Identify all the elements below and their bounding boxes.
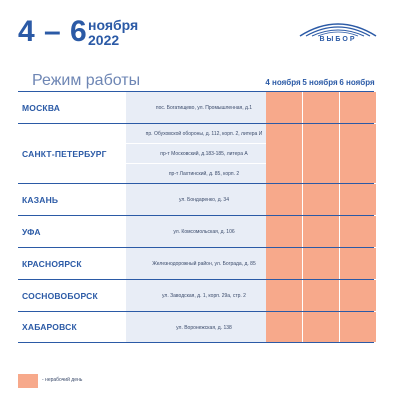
closed-day-cell — [303, 216, 339, 247]
column-header: 6 ноября — [339, 78, 375, 87]
closed-day-cell — [340, 124, 376, 183]
table-row — [18, 91, 374, 123]
month-year — [88, 18, 138, 48]
table-row — [18, 123, 374, 183]
closed-day-cell — [303, 280, 339, 311]
address-column — [126, 124, 282, 183]
address-column — [126, 280, 282, 311]
year-label: 2022 — [88, 32, 120, 48]
column-header: 4 ноября — [265, 78, 301, 87]
closed-day-cell — [303, 184, 339, 215]
city-name: УФА — [22, 226, 41, 237]
table-row — [18, 279, 374, 311]
month-label: ноября — [88, 17, 139, 33]
address-column — [126, 312, 282, 342]
closed-day-cell — [266, 280, 302, 311]
closed-day-cell — [303, 312, 339, 342]
legend-swatch — [18, 374, 38, 388]
address: пр-т Московский, д.183-185, литера А — [126, 144, 282, 164]
address: пр. Обуховской обороны, д. 112, корп. 2, литера И — [126, 124, 282, 144]
address-column — [126, 248, 282, 279]
table-row — [18, 311, 374, 343]
closed-day-cell — [340, 92, 376, 123]
address: ул. Заводская, д. 1, корп. 29а, стр. 2 — [162, 293, 246, 299]
address: пр-т Лахтинский, д. 85, корп. 2 — [168, 171, 240, 177]
brand-logo — [296, 16, 380, 46]
section-title: Режим работы — [32, 72, 141, 89]
address: пос. Богатищево, ул. Промышленная, д.1 — [155, 105, 253, 111]
city-name: СОСНОВОБОРСК — [22, 290, 98, 301]
column-header: 5 ноября — [302, 78, 338, 87]
closed-day-cell — [266, 248, 302, 279]
table-row — [18, 247, 374, 279]
closed-day-cell — [266, 124, 302, 183]
address-column — [126, 92, 282, 123]
city-name: КРАСНОЯРСК — [22, 258, 82, 269]
address-column — [126, 216, 282, 247]
city-name: ХАБАРОВСК — [22, 322, 77, 332]
dates-range: 4 – 6 — [18, 15, 88, 48]
table-row — [18, 183, 374, 215]
closed-day-cell — [340, 248, 376, 279]
table-row — [18, 215, 374, 247]
address-column — [126, 184, 282, 215]
closed-day-cell — [340, 280, 376, 311]
closed-day-cell — [303, 248, 339, 279]
closed-day-cell — [266, 216, 302, 247]
closed-day-cell — [340, 216, 376, 247]
closed-day-cell — [303, 92, 339, 123]
city-name: КАЗАНЬ — [22, 194, 59, 205]
schedule-table — [18, 91, 374, 343]
legend-text: - нерабочий день — [42, 377, 83, 383]
city-name: МОСКВА — [22, 102, 61, 113]
city-name: САНКТ-ПЕТЕРБУРГ — [22, 148, 107, 159]
closed-day-cell — [303, 124, 339, 183]
logo-text: ВЫБОР — [319, 36, 357, 43]
closed-day-cell — [266, 92, 302, 123]
address: ул. Комсомольская, д. 106 — [173, 229, 235, 235]
closed-day-cell — [266, 312, 302, 342]
closed-day-cell — [340, 312, 376, 342]
closed-day-cell — [266, 184, 302, 215]
closed-day-cell — [340, 184, 376, 215]
address: ул. Бондаренко, д. 34 — [179, 197, 229, 203]
address: Железнодорожный район, ул. Бограда, д. 85 — [152, 261, 256, 267]
logo-arc-icon — [296, 16, 380, 38]
address: ул. Воронежская, д. 138 — [176, 325, 232, 331]
